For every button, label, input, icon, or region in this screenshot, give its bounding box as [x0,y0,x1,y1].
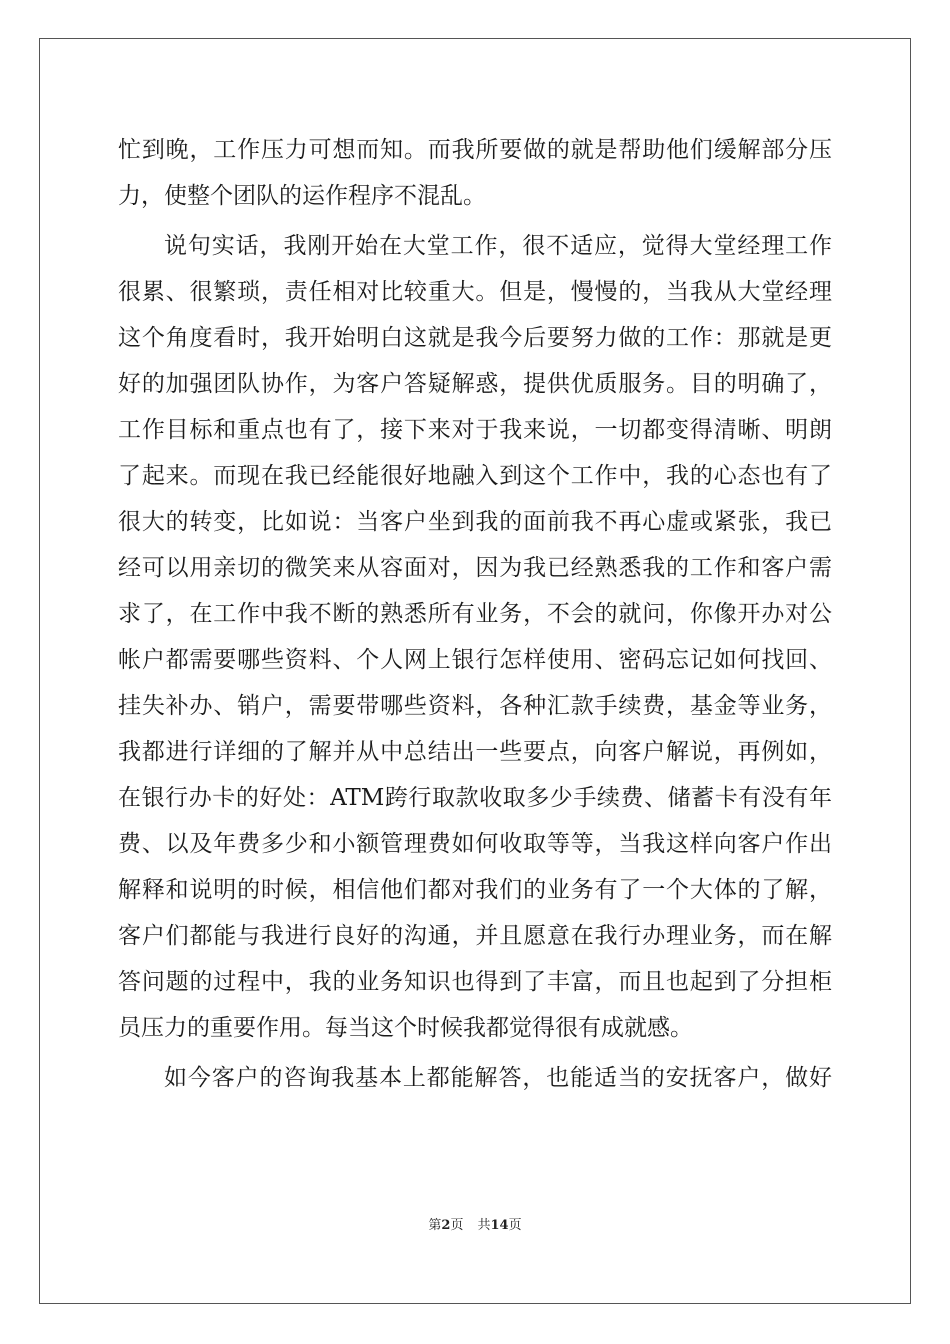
text-line: 挂失补办、销户，需要带哪些资料，各种汇款手续费，基金等业务， [118,693,832,719]
text-line: 员压力的重要作用。每当这个时候我都觉得很有成就感。 [118,1015,693,1041]
text-line: 在银行办卡的好处：ATM跨行取款收取多少手续费、储蓄卡有没有年 [118,785,832,811]
text-line: 了起来。而现在我已经能很好地融入到这个工作中，我的心态也有了 [118,463,832,489]
text-line: 这个角度看时，我开始明白这就是我今后要努力做的工作：那就是更 [118,325,832,351]
text-line: 好的加强团队协作，为客户答疑解惑，提供优质服务。目的明确了， [118,371,832,397]
text-line: 很大的转变，比如说：当客户坐到我的面前我不再心虚或紧张，我已 [118,509,832,535]
text-line: 帐户都需要哪些资料、个人网上银行怎样使用、密码忘记如何找回、 [118,647,832,673]
text-line: 经可以用亲切的微笑来从容面对，因为我已经熟悉我的工作和客户需 [118,555,832,581]
text-line: 我都进行详细的了解并从中总结出一些要点，向客户解说，再例如， [118,739,832,765]
text-line: 力，使整个团队的运作程序不混乱。 [118,183,486,209]
text-line: 解释和说明的时候，相信他们都对我们的业务有了一个大体的了解， [118,877,832,903]
text-line: 如今客户的咨询我基本上都能解答，也能适当的安抚客户，做好 [164,1065,832,1091]
document-body [118,127,832,1101]
text-line: 答问题的过程中，我的业务知识也得到了丰富，而且也起到了分担柜 [118,969,832,995]
text-line: 费、以及年费多少和小额管理费如何收取等等，当我这样向客户作出 [118,831,832,857]
page-footer [0,1218,950,1234]
text-line: 忙到晚，工作压力可想而知。而我所要做的就是帮助他们缓解部分压 [118,137,832,163]
text-line: 工作目标和重点也有了，接下来对于我来说，一切都变得清晰、明朗 [118,417,832,443]
page-number-label: 第2页 [428,1218,464,1233]
total-pages-label: 共14页 [477,1218,522,1233]
text-line: 客户们都能与我进行良好的沟通，并且愿意在我行办理业务，而在解 [118,923,832,949]
text-line: 很累、很繁琐，责任相对比较重大。但是，慢慢的，当我从大堂经理 [118,279,832,305]
text-line: 求了，在工作中我不断的熟悉所有业务，不会的就问，你像开办对公 [118,601,832,627]
text-line: 说句实话，我刚开始在大堂工作，很不适应，觉得大堂经理工作 [164,233,832,259]
